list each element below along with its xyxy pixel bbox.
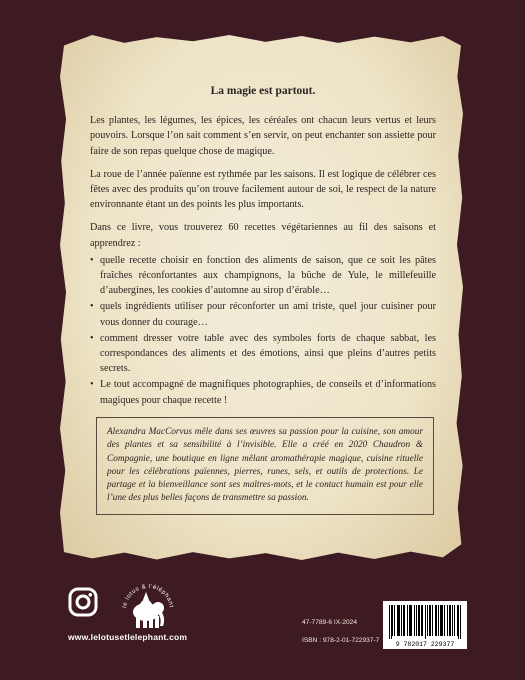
list-item: • quelle recette choisir en fonction des aliments de saison, que ce soit les pâtes fraîches réconfortantes aux champignons, la bûche de Yule, le millefeuille d’aubergines, les cookies d’automne au sirop d’érable… bbox=[90, 253, 436, 299]
list-item: • Le tout accompagné de magnifiques photographies, de conseils et d’informations magiques pour chaque recette ! bbox=[90, 377, 436, 407]
summary-text bbox=[90, 84, 436, 416]
website-url[interactable]: www.lelotusetlelephant.com bbox=[68, 632, 188, 642]
publisher-logo-text: le lotus & l'éléphant bbox=[122, 583, 174, 609]
publisher-logo bbox=[116, 574, 180, 638]
barcode-number: 9 782017 229377 bbox=[395, 641, 455, 648]
summary-paragraph-1: Les plantes, les légumes, les épices, les céréales ont chacun leurs vertus et leurs pouvoirs. Lorsque l’on sait comment s’en servir, on peut enchanter son assiette pour faire de son repas quelque chose de magique. bbox=[90, 115, 436, 157]
isbn-text: ISBN : 978-2-01-722937-7 bbox=[302, 637, 380, 644]
list-item: • quels ingrédients utiliser pour réconforter un ami triste, quel jour cuisiner pour vous donner du courage… bbox=[90, 299, 436, 329]
barcode bbox=[383, 601, 467, 649]
summary-paragraph-2: La roue de l’année païenne est rythmée par les saisons. Il est logique de célébrer ces fêtes avec des produits qu’on trouve facilement autour de soi, le respect de la nature environnante étant un des points les plus importants. bbox=[90, 168, 436, 211]
summary-heading: La magie est partout. bbox=[210, 85, 316, 97]
reference-code: 47-7789-6 IX-2024 bbox=[302, 619, 357, 626]
list-item: • comment dresser votre table avec des symboles forts de chaque sabbat, les correspondances des aliments et des émotions, ainsi que pleins d’autres petits secrets. bbox=[90, 331, 436, 377]
instagram-icon[interactable] bbox=[68, 587, 98, 617]
summary-paragraph-3: Dans ce livre, vous trouverez 60 recettes végétariennes au fil des saisons et apprendrez : bbox=[90, 222, 436, 249]
features-list bbox=[90, 253, 436, 408]
author-bio-box: Alexandra MacCorvus mêle dans ses œuvres sa passion pour la cuisine, son amour des plantes et sa sensibilité à l’invisible. Elle a créé en 2020 Chaudron & Compagnie, une boutique en ligne mêlant aromathérapie magique, cuisine rituelle pour les célébrations païennes, pierres, runes, sels, et outils de protections. Le partage et la bienveillance sont ses maîtres-mots, et le contact humain est pour elle l’une des plus belles façons de transmettre sa passion. bbox=[96, 417, 434, 515]
